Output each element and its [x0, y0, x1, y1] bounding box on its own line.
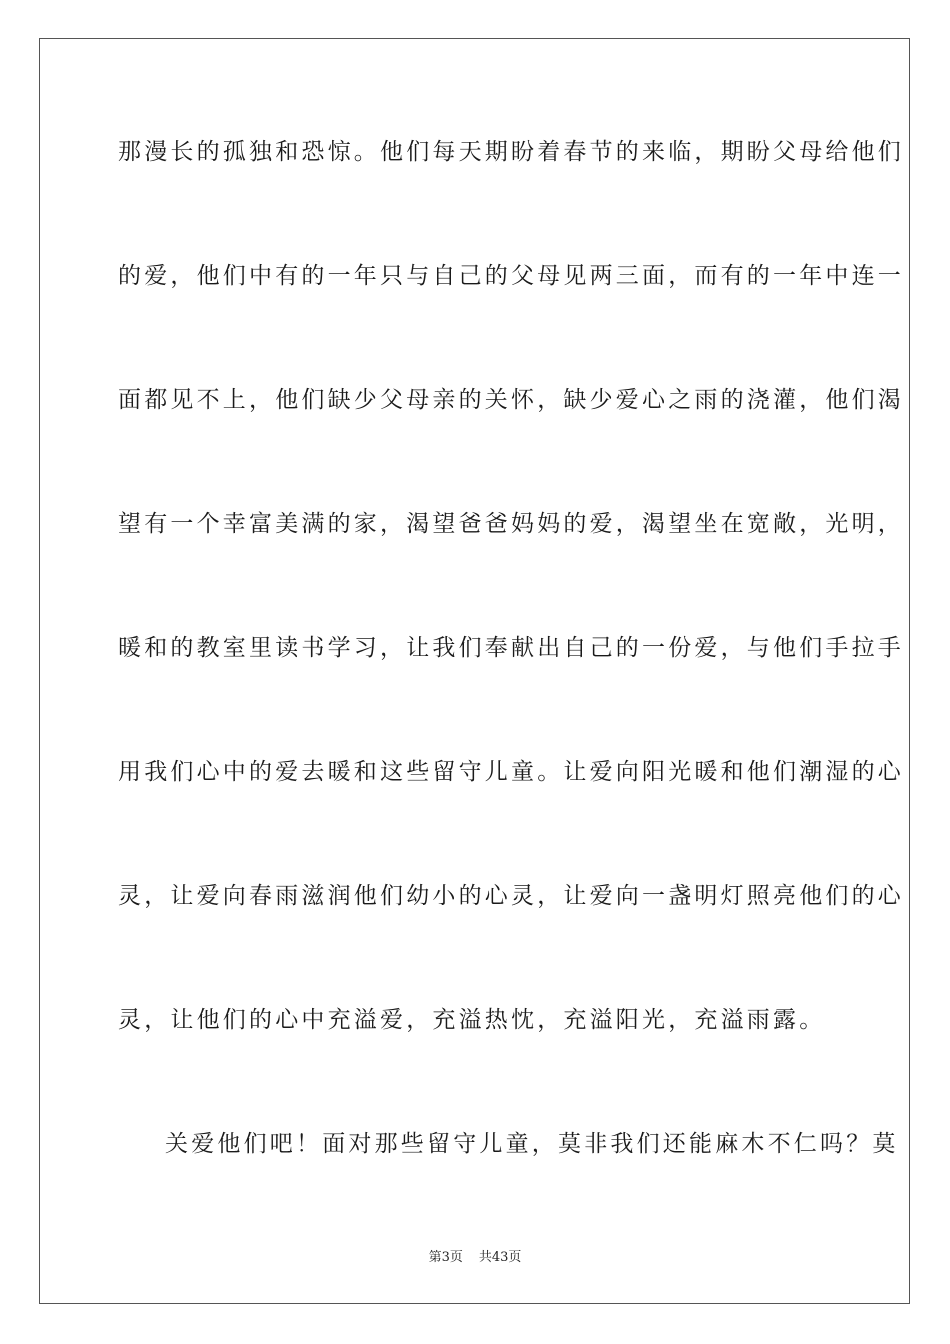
- page-number: 第3页: [428, 1250, 463, 1265]
- body-text-line: 那漫长的孤独和恐惊。他们每天期盼着春节的来临，期盼父母给他们: [118, 139, 904, 165]
- body-text-line: 灵，让他们的心中充溢爱，充溢热忱，充溢阳光，充溢雨露。: [118, 1007, 826, 1033]
- page-border: [39, 38, 910, 1304]
- total-pages: 共43页: [478, 1250, 522, 1265]
- body-text-line: 暖和的教室里读书学习，让我们奉献出自己的一份爱，与他们手拉手: [118, 635, 904, 661]
- body-text-line: 用我们心中的爱去暖和这些留守儿童。让爱向阳光暖和他们潮湿的心: [118, 759, 904, 785]
- body-text-line: 望有一个幸富美满的家，渴望爸爸妈妈的爱，渴望坐在宽敞，光明，: [118, 511, 904, 537]
- paragraph-start-line: 关爱他们吧！面对那些留守儿童，莫非我们还能麻木不仁吗？莫: [165, 1131, 899, 1157]
- body-text-line: 面都见不上，他们缺少父母亲的关怀，缺少爱心之雨的浇灌，他们渴: [118, 387, 904, 413]
- page-footer: [0, 1246, 950, 1265]
- body-text-line: 灵，让爱向春雨滋润他们幼小的心灵，让爱向一盏明灯照亮他们的心: [118, 883, 904, 909]
- body-text-line: 的爱，他们中有的一年只与自己的父母见两三面，而有的一年中连一: [118, 263, 904, 289]
